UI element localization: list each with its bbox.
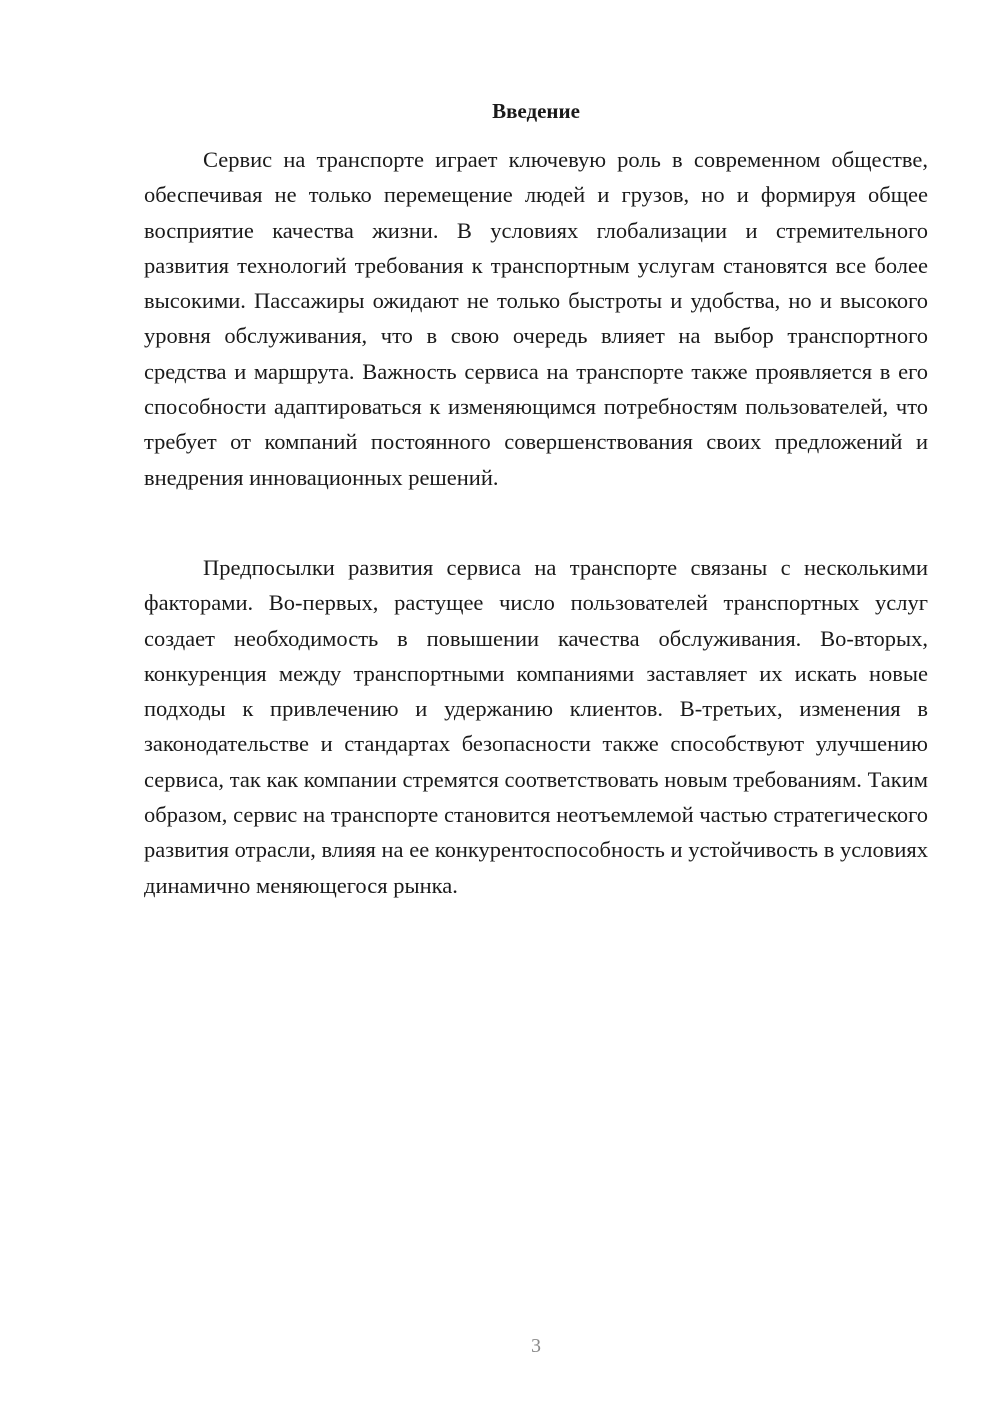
paragraph-prerequisites: Предпосылки развития сервиса на транспорте связаны с несколькими факторами. Во-первых, растущее число пользователей транспортных услуг создает необходимость в повышении качества обслуживания. Во-вторых, конкуренция между транспортными компаниями заставляет их искать новые подходы к привлечению и удержанию клиентов. В-третьих, изменения в законодательстве и стандартах безопасности также способствуют улучшению сервиса, так как компании стремятся соответствовать новым требованиям. Таким образом, сервис на транспорте становится неотъемлемой частью стратегического развития отрасли, влияя на ее конкурентоспособность и устойчивость в условиях динамично меняющегося рынка. xyxy=(144,555,928,898)
page-number: 3 xyxy=(531,1335,541,1357)
paragraph-introduction: Сервис на транспорте играет ключевую роль в современном обществе, обеспечивая не только перемещение людей и грузов, но и формируя общее восприятие качества жизни. В условиях глобализации и стремительного развития технологий требования к транспортным услугам становятся все более высокими. Пассажиры ожидают не только быстроты и удобства, но и высокого уровня обслуживания, что в свою очередь влияет на выбор транспортного средства и маршрута. Важность сервиса на транспорте также проявляется в его способности адаптироваться к изменяющимся потребностям пользователей, что требует от компаний постоянного совершенствования своих предложений и внедрения инновационных решений. xyxy=(144,147,928,490)
section-heading: Введение xyxy=(492,99,580,123)
